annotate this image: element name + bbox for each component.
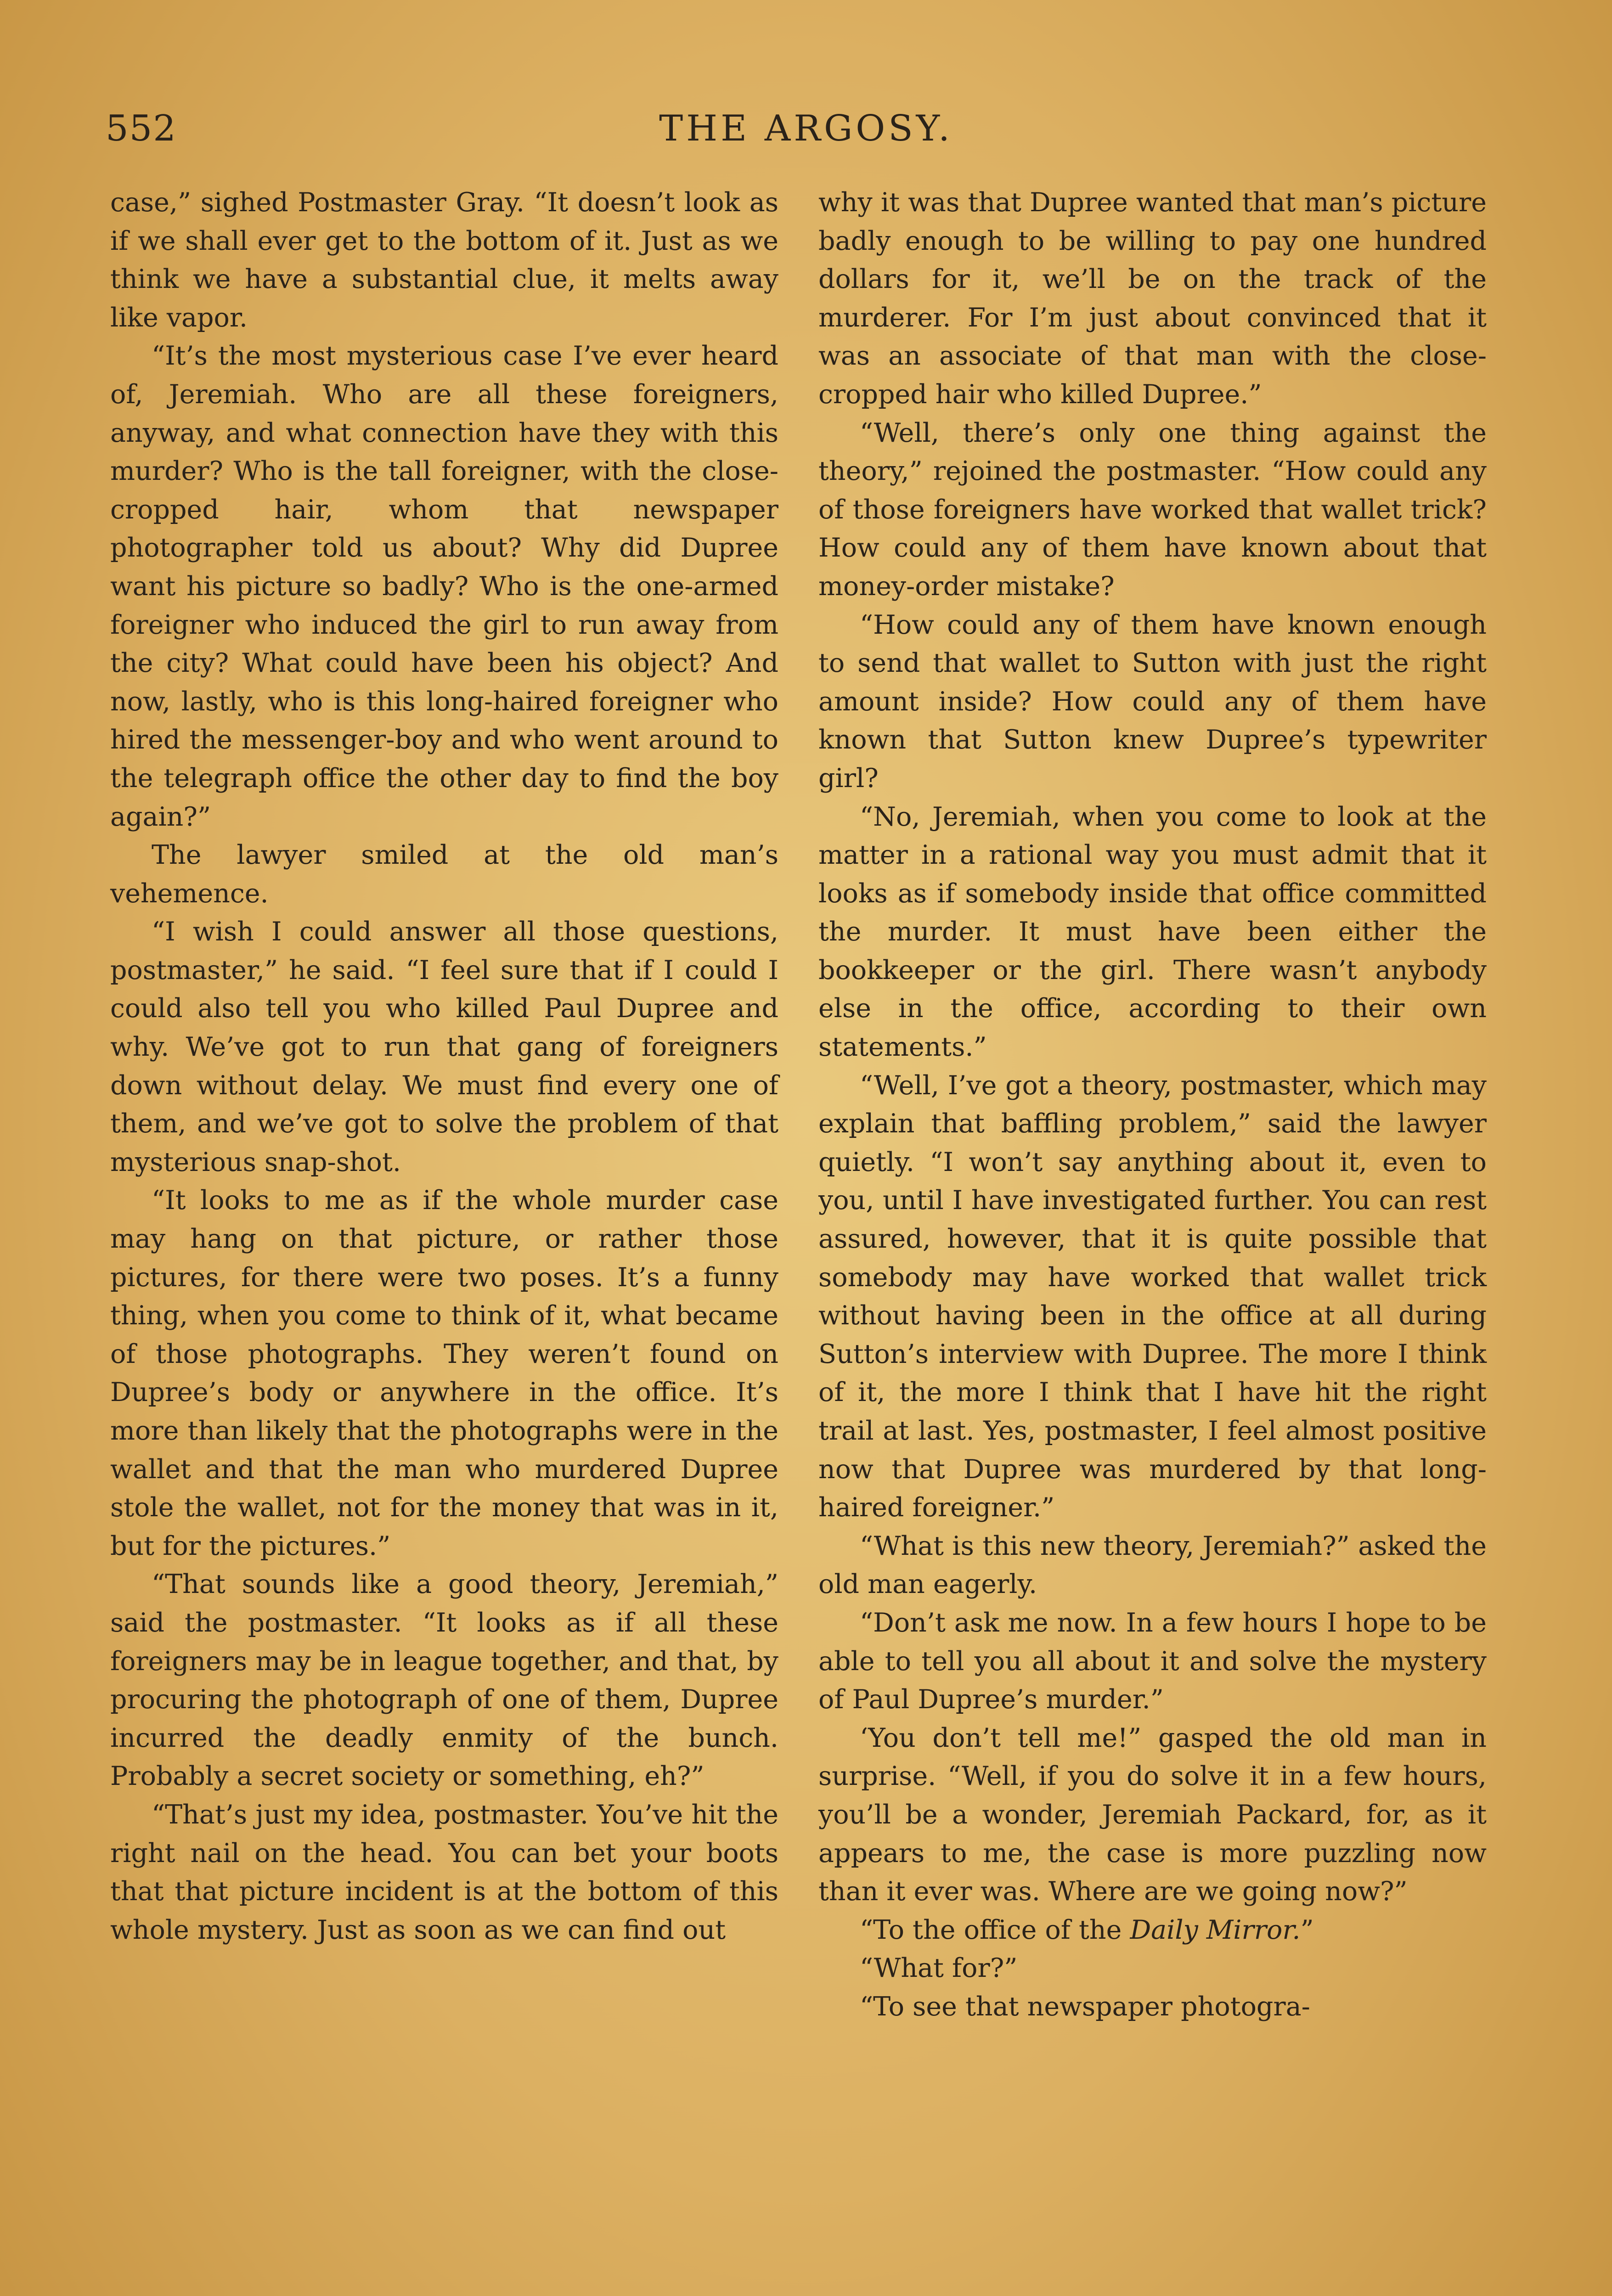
paragraph bbox=[818, 1988, 1487, 2026]
paragraph bbox=[110, 184, 778, 337]
paragraph bbox=[818, 184, 1487, 414]
paragraph-text: “Don’t ask me now. In a few hours I hope to be able to tell you all about it and solve the mystery of Paul Dupree’s murder.” bbox=[818, 1607, 1487, 1715]
paragraph bbox=[818, 414, 1487, 606]
paragraph bbox=[110, 1796, 778, 1949]
paragraph-text: “To see that newspaper photogra- bbox=[860, 1991, 1310, 2022]
italic-text: Daily Mirror. bbox=[1130, 1914, 1301, 1945]
paragraph-text: “I wish I could answer all those questions, postmaster,” he said. “I feel sure that if I could I could also tell you who killed Paul Dupree and why. We’ve got to run that gang of foreigners down without delay. We must find every one of them, and we’ve got to solve the problem of that mysterious snap-shot. bbox=[110, 917, 778, 1177]
paragraph-text: “Well, I’ve got a theory, postmaster, which may explain that baffling problem,” said the lawyer quietly. “I won’t say anything about it, even to you, until I have investigated further. You can rest assured, however, that it is quite possible that somebody may have worked that wallet trick without having been in the office at all during Sutton’s interview with Dupree. The more I think of it, the more I think that I have hit the right trail at last. Yes, postmaster, I feel almost positive now that Dupree was murdered by that long-haired foreigner.” bbox=[818, 1070, 1487, 1523]
paragraph bbox=[110, 337, 778, 836]
paragraph bbox=[818, 1911, 1487, 1950]
page-header bbox=[106, 108, 1506, 158]
paragraph-text: “What for?” bbox=[860, 1953, 1018, 1984]
paragraph-text: “No, Jeremiah, when you come to look at the matter in a rational way you must admit that it looks as if somebody inside that office committed the murder. It must have been either the bookkeeper or the girl. There wasn’t anybody else in the office, according to their own statements.” bbox=[818, 801, 1487, 1063]
paragraph-text: case,” sighed Postmaster Gray. “It doesn’t look as if we shall ever get to the bottom of it. Just as we think we have a substantial clue, it melts away like vapor. bbox=[110, 187, 778, 333]
paragraph-text: “Well, there’s only one thing against the theory,” rejoined the postmaster. “How could any of those foreigners have worked that wallet trick? How could any of them have known about that money-order mistake? bbox=[818, 417, 1487, 602]
paragraph-text: “That’s just my idea, postmaster. You’ve hit the right nail on the head. You can bet your boots that that picture incident is at the bottom of this whole mystery. Just as soon as we can find out bbox=[110, 1799, 778, 1945]
paragraph-text: The lawyer smiled at the old man’s vehemence. bbox=[110, 840, 778, 909]
paragraph bbox=[818, 1067, 1487, 1527]
left-column bbox=[110, 184, 778, 1949]
paragraph-text: “What is this new theory, Jeremiah?” asked the old man eagerly. bbox=[818, 1531, 1487, 1600]
running-title: THE ARGOSY. bbox=[659, 108, 953, 149]
paragraph-text: “It looks to me as if the whole murder case may hang on that picture, or rather those pictures, for there were two poses. It’s a funny thing, when you come to think of it, what became of those photographs. They weren’t found on Dupree’s body or anywhere in the office. It’s more than likely that the photographs were in the wallet and that the man who murdered Dupree stole the wallet, not for the money that was in it, but for the pictures.” bbox=[110, 1185, 778, 1561]
paragraph bbox=[818, 606, 1487, 798]
paragraph bbox=[110, 1565, 778, 1796]
right-column bbox=[818, 184, 1487, 2026]
paragraph-text: “It’s the most mysterious case I’ve ever heard of, Jeremiah. Who are all these foreigners, anyway, and what connection have they with this murder? Who is the tall foreigner, with the close-cropped hair, whom that newspaper photographer told us about? Why did Dupree want his picture so badly? Who is the one-armed foreigner who induced the girl to run away from the city? What could have been his object? And now, lastly, who is this long-haired foreigner who hired the messenger-boy and who went around to the telegraph office the other day to find the boy again?” bbox=[110, 341, 778, 832]
page-number: 552 bbox=[106, 108, 177, 149]
paragraph bbox=[818, 1719, 1487, 1911]
paragraph-text: “To the office of the bbox=[860, 1914, 1122, 1945]
paragraph bbox=[110, 836, 778, 913]
paragraph bbox=[818, 1604, 1487, 1719]
paragraph-text: why it was that Dupree wanted that man’s picture badly enough to be willing to pay one hundred dollars for it, we’ll be on the track of the murderer. For I’m just about convinced that it was an associate of that man with the close-cropped hair who killed Dupree.” bbox=[818, 187, 1487, 410]
paragraph-text: “How could any of them have known enough to send that wallet to Sutton with just the right amount inside? How could any of them have known that Sutton knew Dupree’s typewriter girl? bbox=[818, 609, 1487, 793]
paragraph-text: ‘You don’t tell me!” gasped the old man in surprise. “Well, if you do solve it in a few hours, you’ll be a wonder, Jeremiah Packard, for, as it appears to me, the case is more puzzling now than it ever was. Where are we going now?” bbox=[818, 1722, 1487, 1907]
paragraph bbox=[818, 798, 1487, 1067]
paragraph bbox=[818, 1527, 1487, 1604]
paragraph bbox=[818, 1949, 1487, 1988]
paragraph bbox=[110, 913, 778, 1182]
closing-quote: ” bbox=[1300, 1914, 1314, 1945]
paragraph bbox=[110, 1182, 778, 1565]
paragraph-text: “That sounds like a good theory, Jeremiah,” said the postmaster. “It looks as if all these foreigners may be in league together, and that, by procuring the photograph of one of them, Dupree incurred the deadly enmity of the bunch. Probably a secret society or something, eh?” bbox=[110, 1569, 778, 1792]
